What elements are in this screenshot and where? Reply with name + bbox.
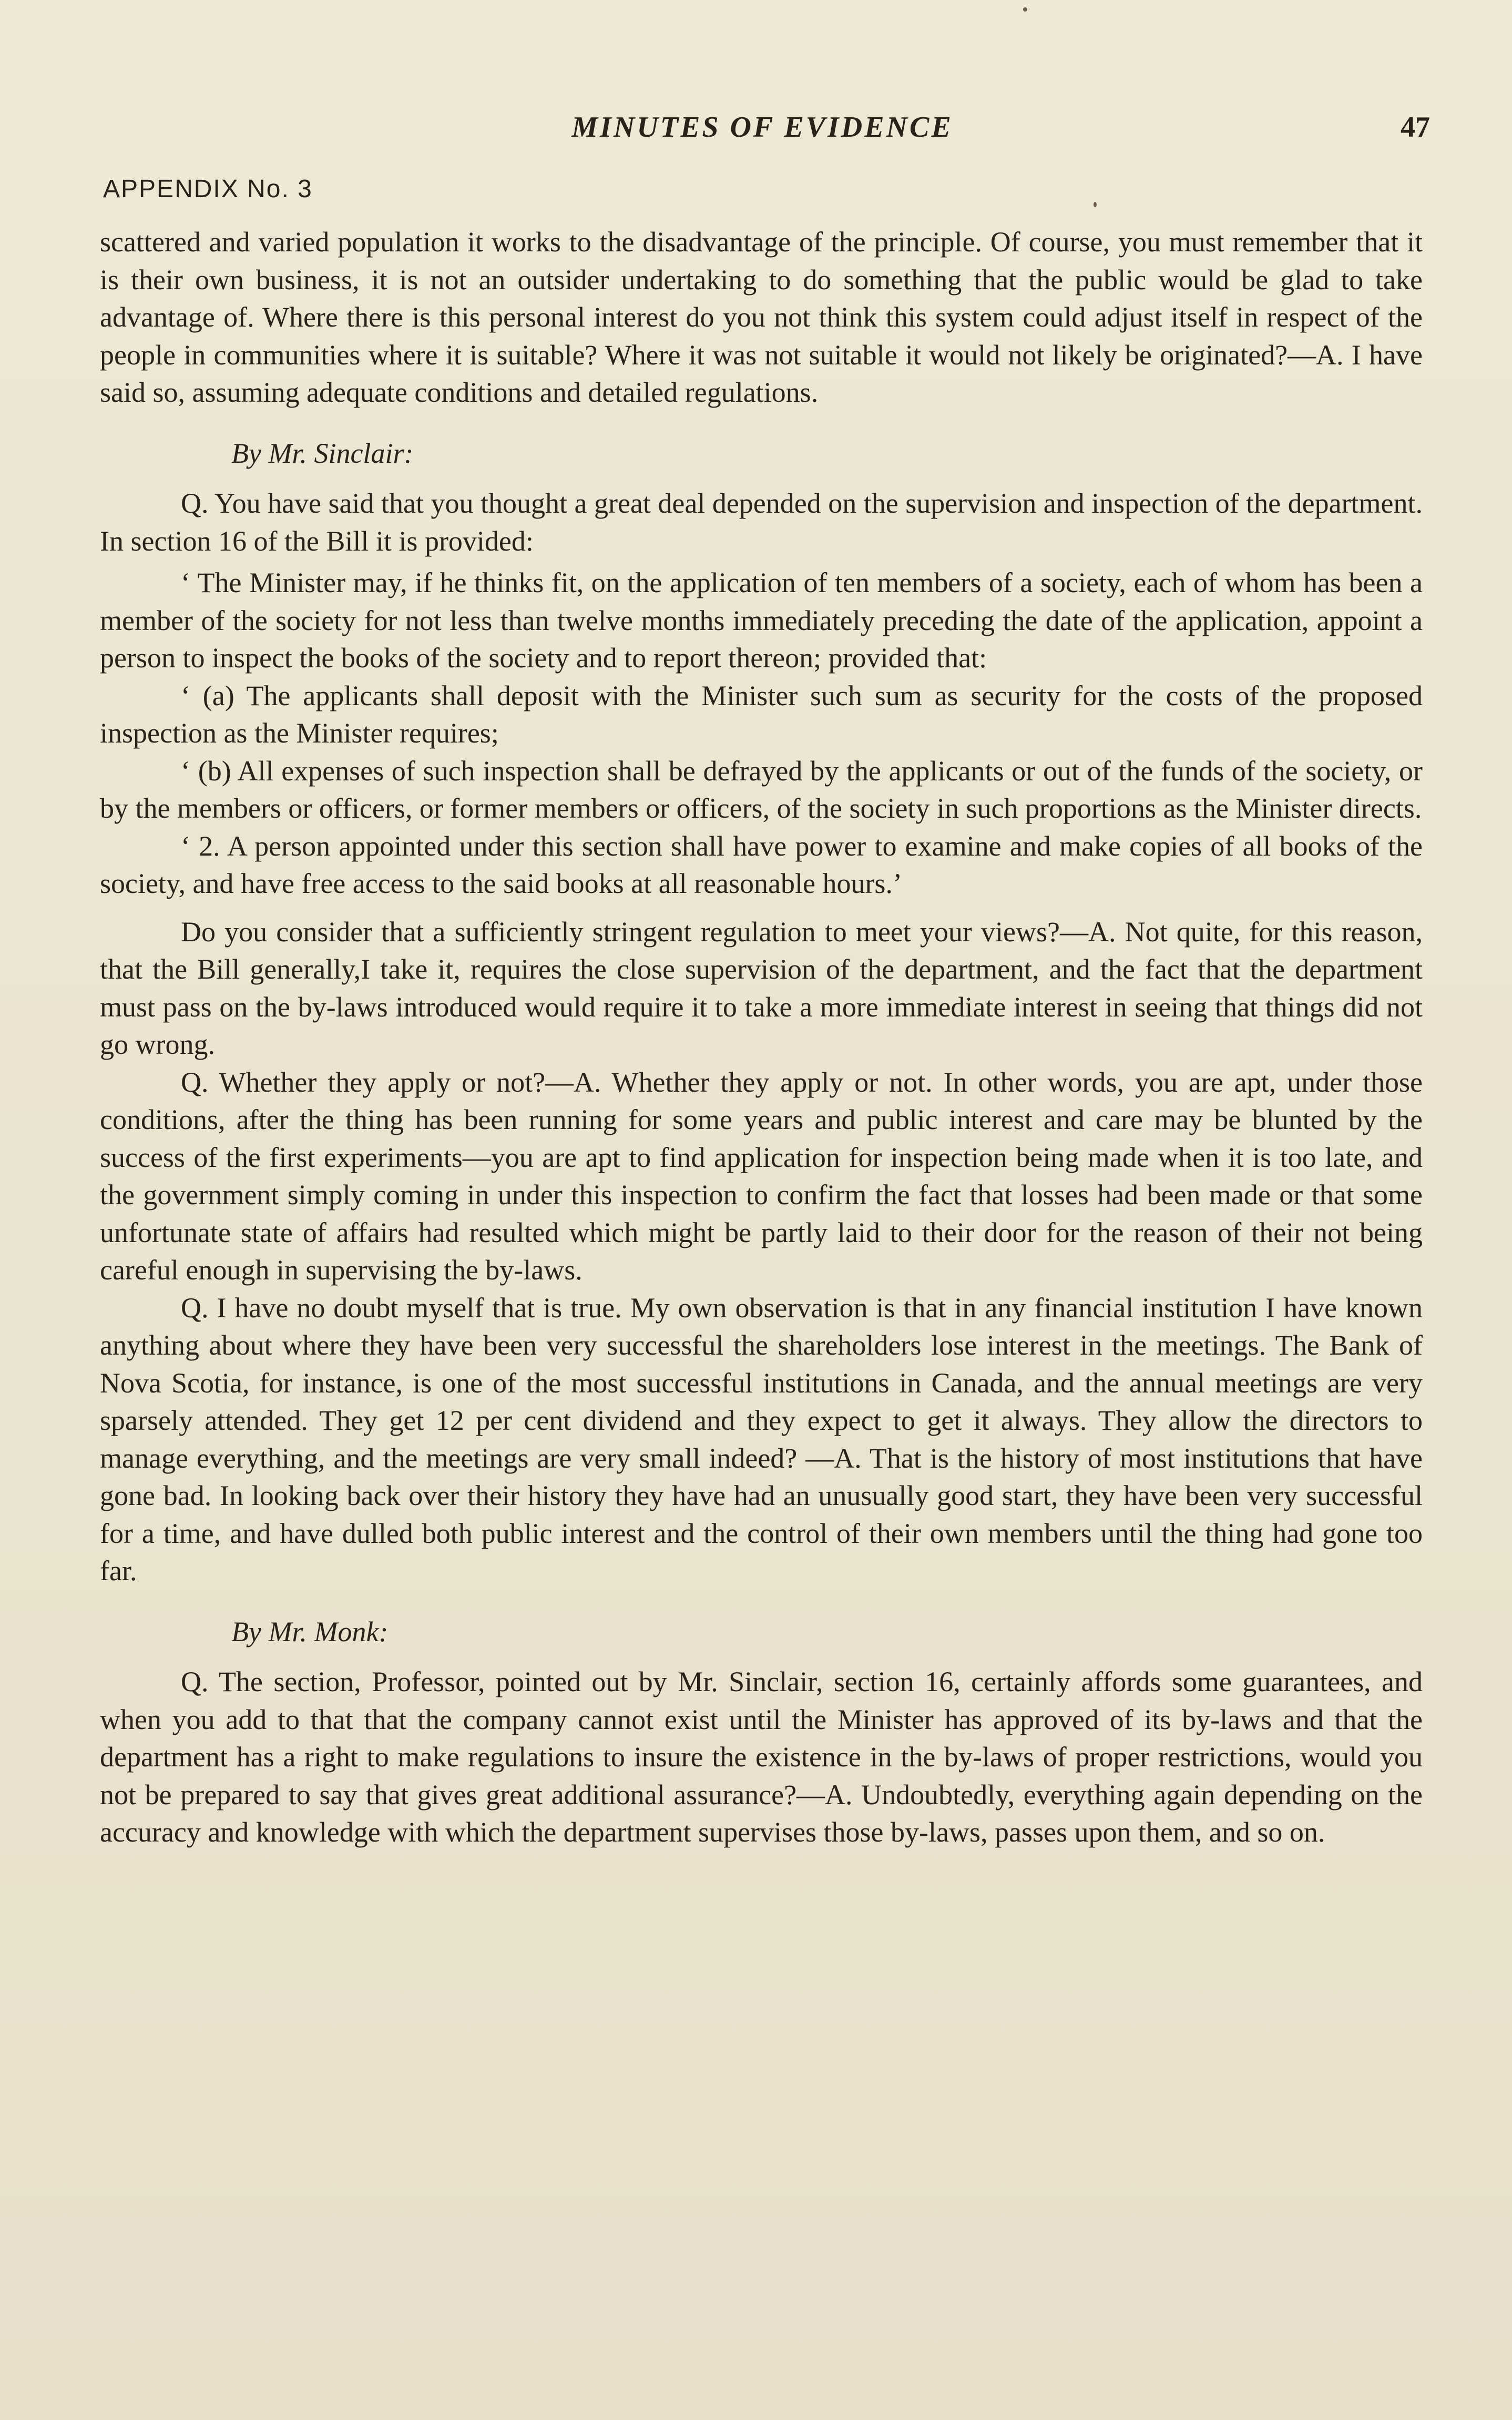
print-speck bbox=[1094, 202, 1097, 207]
paragraph: Do you consider that a sufficiently stringent regulation to meet your views?—A. Not quite, for this reason, that the Bill generally,I take it, requires the close supervision of the department, and the fact that the department must pass on the by-laws introduced would require it to take a more immediate interest in seeing that things did not go wrong. bbox=[100, 916, 1423, 1060]
appendix-label: APPENDIX No. 3 bbox=[103, 175, 313, 203]
quoted-paragraph: ‘ The Minister may, if he thinks fit, on the application of ten members of a society, each of whom has been a member of the society for not less than twelve months immediately preceding the date of the application, appoint a person to inspect the books of the society and to report thereon; provided that: bbox=[100, 567, 1423, 674]
paragraph: scattered and varied population it works to the disadvantage of the principle. Of course, you must remember that it is their own business, it is not an outsider undertaking to do something that the public would be glad to take advantage of. Where there is this personal interest do you not think this system could adjust itself in respect of the people in communities where it is suitable? Where it was not suitable it would not likely be originated?—A. I have said so, assuming adequate conditions and detailed regulations. bbox=[100, 226, 1423, 408]
body-text bbox=[100, 223, 1423, 1852]
paragraph: Q. The section, Professor, pointed out by Mr. Sinclair, section 16, certainly affords some guarantees, and when you add to that that the company cannot exist until the Minister has approved of its by-laws and that the department has a right to make regulations to insure the existence in the by-laws of proper restrictions, would you not be prepared to say that gives great additional assurance?—A. Undoubtedly, everything again depending on the accuracy and knowledge with which the department supervises those by-laws, passes upon them, and so on. bbox=[100, 1666, 1423, 1848]
running-header-title: MINUTES OF EVIDENCE bbox=[571, 111, 953, 144]
quoted-paragraph: ‘ 2. A person appointed under this section shall have power to examine and make copies of all books of the society, and have free access to the said books at all reasonable hours.’ bbox=[100, 830, 1423, 899]
paragraph: Q. Whether they apply or not?—A. Whether they apply or not. In other words, you are apt, under those conditions, after the thing has been running for some years and public interest and care may be blunted by the success of the first experiments—you are apt to find application for inspection being made when it is too late, and the government simply coming in under this inspection to confirm the fact that losses had been made or that some unfortunate state of affairs had resulted which might be partly laid to their door for the reason of their not being careful enough in supervising the by-laws. bbox=[100, 1066, 1423, 1286]
speaker-heading: By Mr. Sinclair: bbox=[231, 437, 414, 469]
print-speck bbox=[1023, 7, 1027, 12]
paragraph: Q. I have no doubt myself that is true. My own observation is that in any financial institution I have known anything about where they have been very successful the shareholders lose interest in the meetings. The Bank of Nova Scotia, for instance, is one of the most successful institutions in Canada, and the annual meetings are very sparsely attended. They get 12 per cent dividend and they expect to get it always. They allow the directors to manage everything, and the meetings are very small indeed? —A. That is the history of most institutions that have gone bad. In looking back over their history they have had an unusually good start, they have been very successful for a time, and have dulled both public interest and the control of their own members until the thing had gone too far. bbox=[100, 1292, 1423, 1587]
quoted-paragraph: ‘ (a) The applicants shall deposit with the Minister such sum as security for the costs of the proposed inspection as the Minister requires; bbox=[100, 679, 1423, 749]
page-number: 47 bbox=[1401, 111, 1430, 144]
paragraph: Q. You have said that you thought a great deal depended on the supervision and inspection of the department. In section 16 of the Bill it is provided: bbox=[100, 487, 1423, 557]
speaker-heading: By Mr. Monk: bbox=[231, 1615, 389, 1648]
quoted-paragraph: ‘ (b) All expenses of such inspection shall be defrayed by the applicants or out of the funds of the society, or by the members or officers, or former members or officers, of the society in such proportions as the Minister directs. bbox=[100, 755, 1423, 824]
